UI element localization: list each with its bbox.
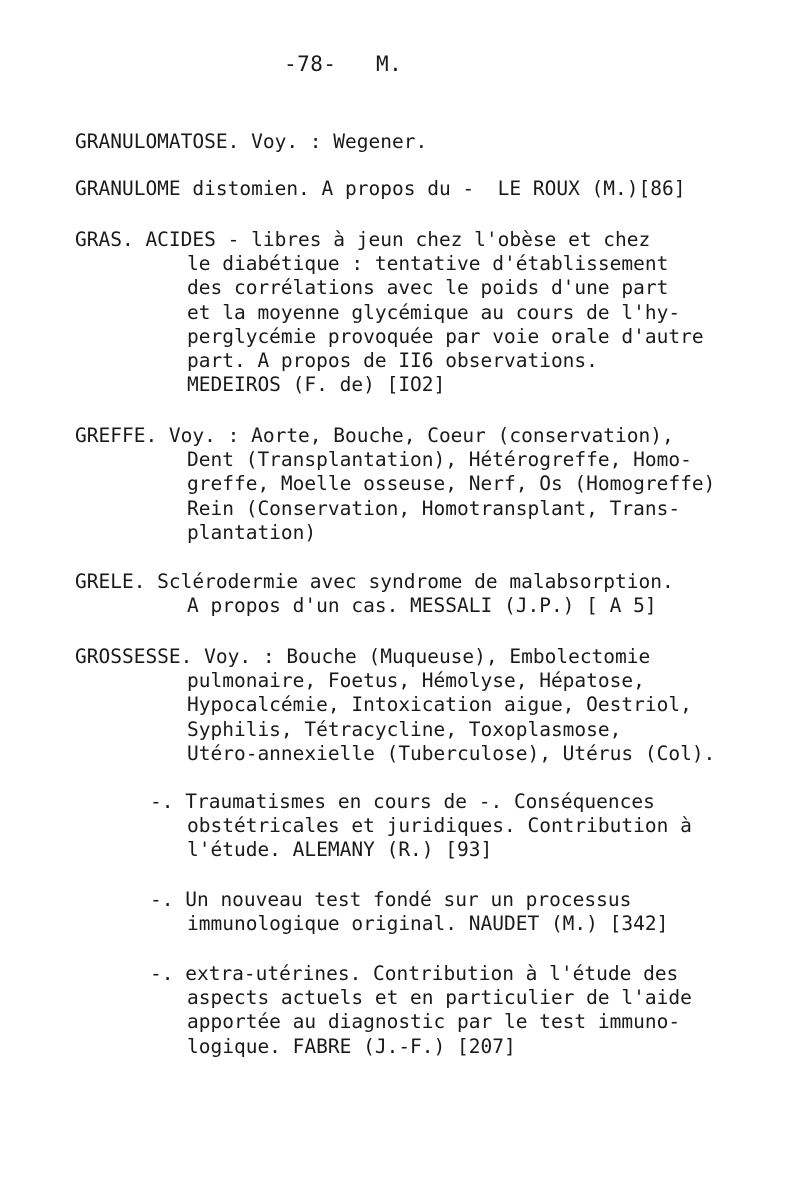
entry-line: Rein (Conservation, Homotransplant, Trans- bbox=[187, 496, 681, 520]
entry-line: obstétricales et juridiques. Contribution à bbox=[187, 814, 692, 838]
entry-line: Syphilis, Tétracycline, Toxoplasmose, bbox=[187, 717, 622, 741]
entry-line: Dent (Transplantation), Hétérogreffe, Homo- bbox=[187, 448, 692, 472]
entry-line: et la moyenne glycémique au cours de l'hy- bbox=[187, 300, 681, 324]
index-entry-gras bbox=[75, 228, 765, 397]
entry-line: MEDEIROS (F. de) [IO2] bbox=[187, 373, 446, 397]
page-number: -78- bbox=[284, 52, 337, 76]
index-entry-grossesse bbox=[75, 645, 765, 766]
entry-line: Utéro-annexielle (Tuberculose), Utérus (Col). bbox=[187, 741, 716, 765]
entry-line: des corrélations avec le poids d'une part bbox=[187, 276, 669, 300]
index-entry-granulome bbox=[75, 177, 765, 201]
entry-line: part. A propos de II6 observations. bbox=[187, 348, 598, 372]
entry-line: -. Un nouveau test fondé sur un processus bbox=[150, 888, 632, 911]
entry-line: A propos d'un cas. MESSALI (J.P.) [ A 5] bbox=[187, 594, 657, 618]
entry-line: GRANULOMATOSE. Voy. : Wegener. bbox=[75, 130, 428, 153]
index-entry-granulomatose bbox=[75, 130, 765, 154]
index-subentry-traumatismes bbox=[75, 790, 765, 863]
entry-line: le diabétique : tentative d'établissement bbox=[187, 252, 669, 276]
entry-line: GRANULOME distomien. A propos du - LE ROUX (M.)[86] bbox=[75, 177, 686, 200]
entry-line: pulmonaire, Foetus, Hémolyse, Hépatose, bbox=[187, 669, 645, 693]
entry-line: GRAS. ACIDES - libres à jeun chez l'obèse et chez bbox=[75, 228, 651, 251]
entry-line: -. extra-utérines. Contribution à l'étude des bbox=[150, 962, 679, 985]
entry-line: Hypocalcémie, Intoxication aigue, Oestriol, bbox=[187, 693, 692, 717]
index-entry-grele bbox=[75, 570, 765, 618]
entry-line: aspects actuels et en particulier de l'aide bbox=[187, 986, 692, 1010]
section-letter: M. bbox=[376, 52, 403, 76]
entry-line: GRELE. Sclérodermie avec syndrome de malabsorption. bbox=[75, 570, 674, 593]
entry-line: -. Traumatismes en cours de -. Conséquences bbox=[150, 790, 655, 813]
page-header bbox=[284, 52, 402, 76]
entry-line: logique. FABRE (J.-F.) [207] bbox=[187, 1034, 516, 1058]
entry-line: plantation) bbox=[187, 520, 317, 544]
index-entry-greffe bbox=[75, 424, 765, 545]
entry-line: apportée au diagnostic par le test immuno- bbox=[187, 1010, 681, 1034]
index-subentry-extra-uterines bbox=[75, 962, 765, 1059]
entry-line: GROSSESSE. Voy. : Bouche (Muqueuse), Embolectomie bbox=[75, 645, 651, 668]
entry-line: perglycémie provoquée par voie orale d'autre bbox=[187, 324, 704, 348]
entry-line: GREFFE. Voy. : Aorte, Bouche, Coeur (conservation), bbox=[75, 424, 674, 447]
entry-line: l'étude. ALEMANY (R.) [93] bbox=[187, 838, 493, 862]
entry-line: immunologique original. NAUDET (M.) [342] bbox=[187, 912, 669, 936]
entry-line: greffe, Moelle osseuse, Nerf, Os (Homogreffe) bbox=[187, 472, 716, 496]
index-subentry-nouveau-test bbox=[75, 888, 765, 936]
